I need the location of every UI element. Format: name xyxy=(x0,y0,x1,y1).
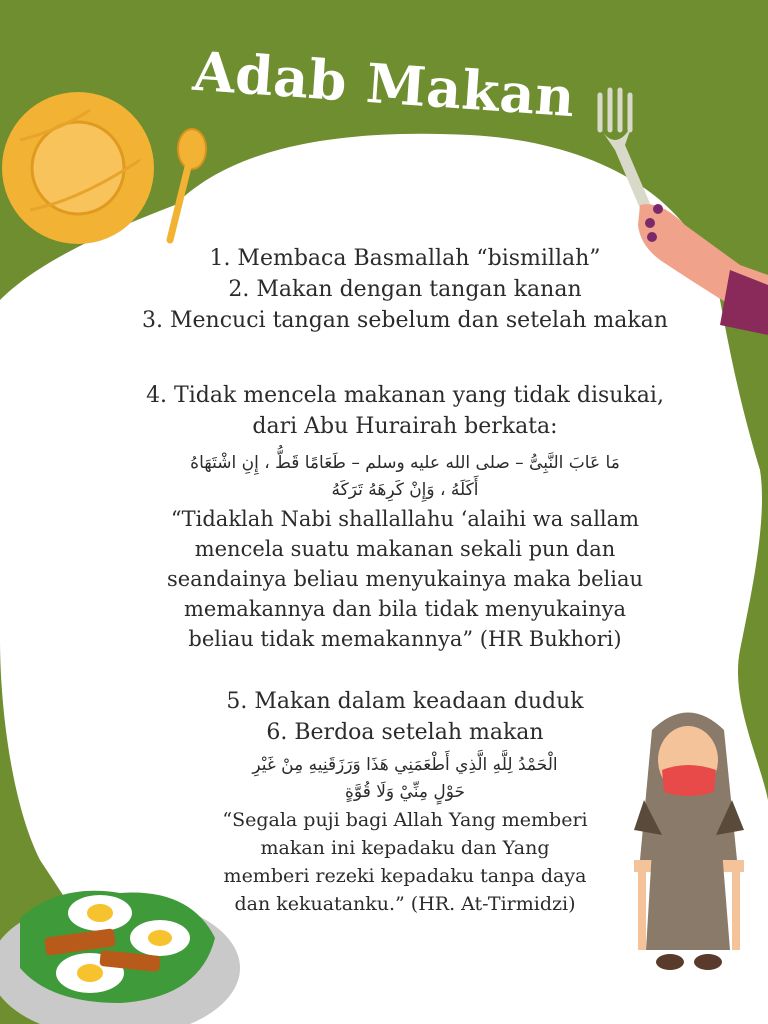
hadith-translation-line: beliau tidak memakannya” (HR Bukhori) xyxy=(188,627,622,651)
rule-1: 1. Membaca Basmallah “bismillah” xyxy=(209,246,601,271)
doa-translation-line: “Segala puji bagi Allah Yang memberi xyxy=(222,809,588,831)
rule-5-6-block xyxy=(95,686,715,918)
rule-4-source: dari Abu Hurairah berkata: xyxy=(252,414,558,439)
doa-arabic-line-1: الْحَمْدُ لِلَّهِ الَّذِي أَطْعَمَنِي هَذَا وَرَزَقَنِيهِ مِنْ غَيْرِ xyxy=(252,755,558,775)
plate-icon xyxy=(0,90,160,250)
hadith-translation-line: seandainya beliau menyukainya maka beliau xyxy=(166,567,644,591)
rule-4-title: 4. Tidak mencela makanan yang tidak disukai, xyxy=(146,383,664,408)
hadith-translation-line: memakannya dan bila tidak menyukainya xyxy=(183,597,626,621)
hadith-arabic-line-1: مَا عَابَ النَّبِىُّ – صلى الله عليه وسلم – طَعَامًا قَطُّ ، إِنِ اشْتَهَاهُ xyxy=(190,453,620,473)
page-title: Adab Makan xyxy=(190,38,578,130)
doa-arabic-line-2: حَوْلٍ مِنِّيْ وَلَا قُوَّةٍ xyxy=(345,782,465,802)
hadith-translation-line: “Tidaklah Nabi shallallahu ‘alaihi wa sallam xyxy=(170,507,640,531)
rule-3: 3. Mencuci tangan sebelum dan setelah makan xyxy=(142,308,668,333)
hadith-arabic-line-2: أَكَلَهُ ، وَإِنْ كَرِهَهُ تَرَكَهُ xyxy=(331,480,479,500)
spoon-icon xyxy=(160,125,210,245)
doa-translation-line: dan kekuatanku.” (HR. At-Tirmidzi) xyxy=(234,893,576,915)
rule-2: 2. Makan dengan tangan kanan xyxy=(228,277,582,302)
rule-4-block xyxy=(95,380,715,654)
rule-5: 5. Makan dalam keadaan duduk xyxy=(226,689,584,714)
doa-translation-line: makan ini kepadaku dan Yang xyxy=(260,837,550,859)
doa-translation-line: memberi rezeki kepadaku tanpa daya xyxy=(223,865,587,887)
rules-list xyxy=(95,243,715,336)
hadith-translation-line: mencela suatu makanan sekali pun dan xyxy=(194,537,616,561)
rule-6: 6. Berdoa setelah makan xyxy=(266,720,544,745)
